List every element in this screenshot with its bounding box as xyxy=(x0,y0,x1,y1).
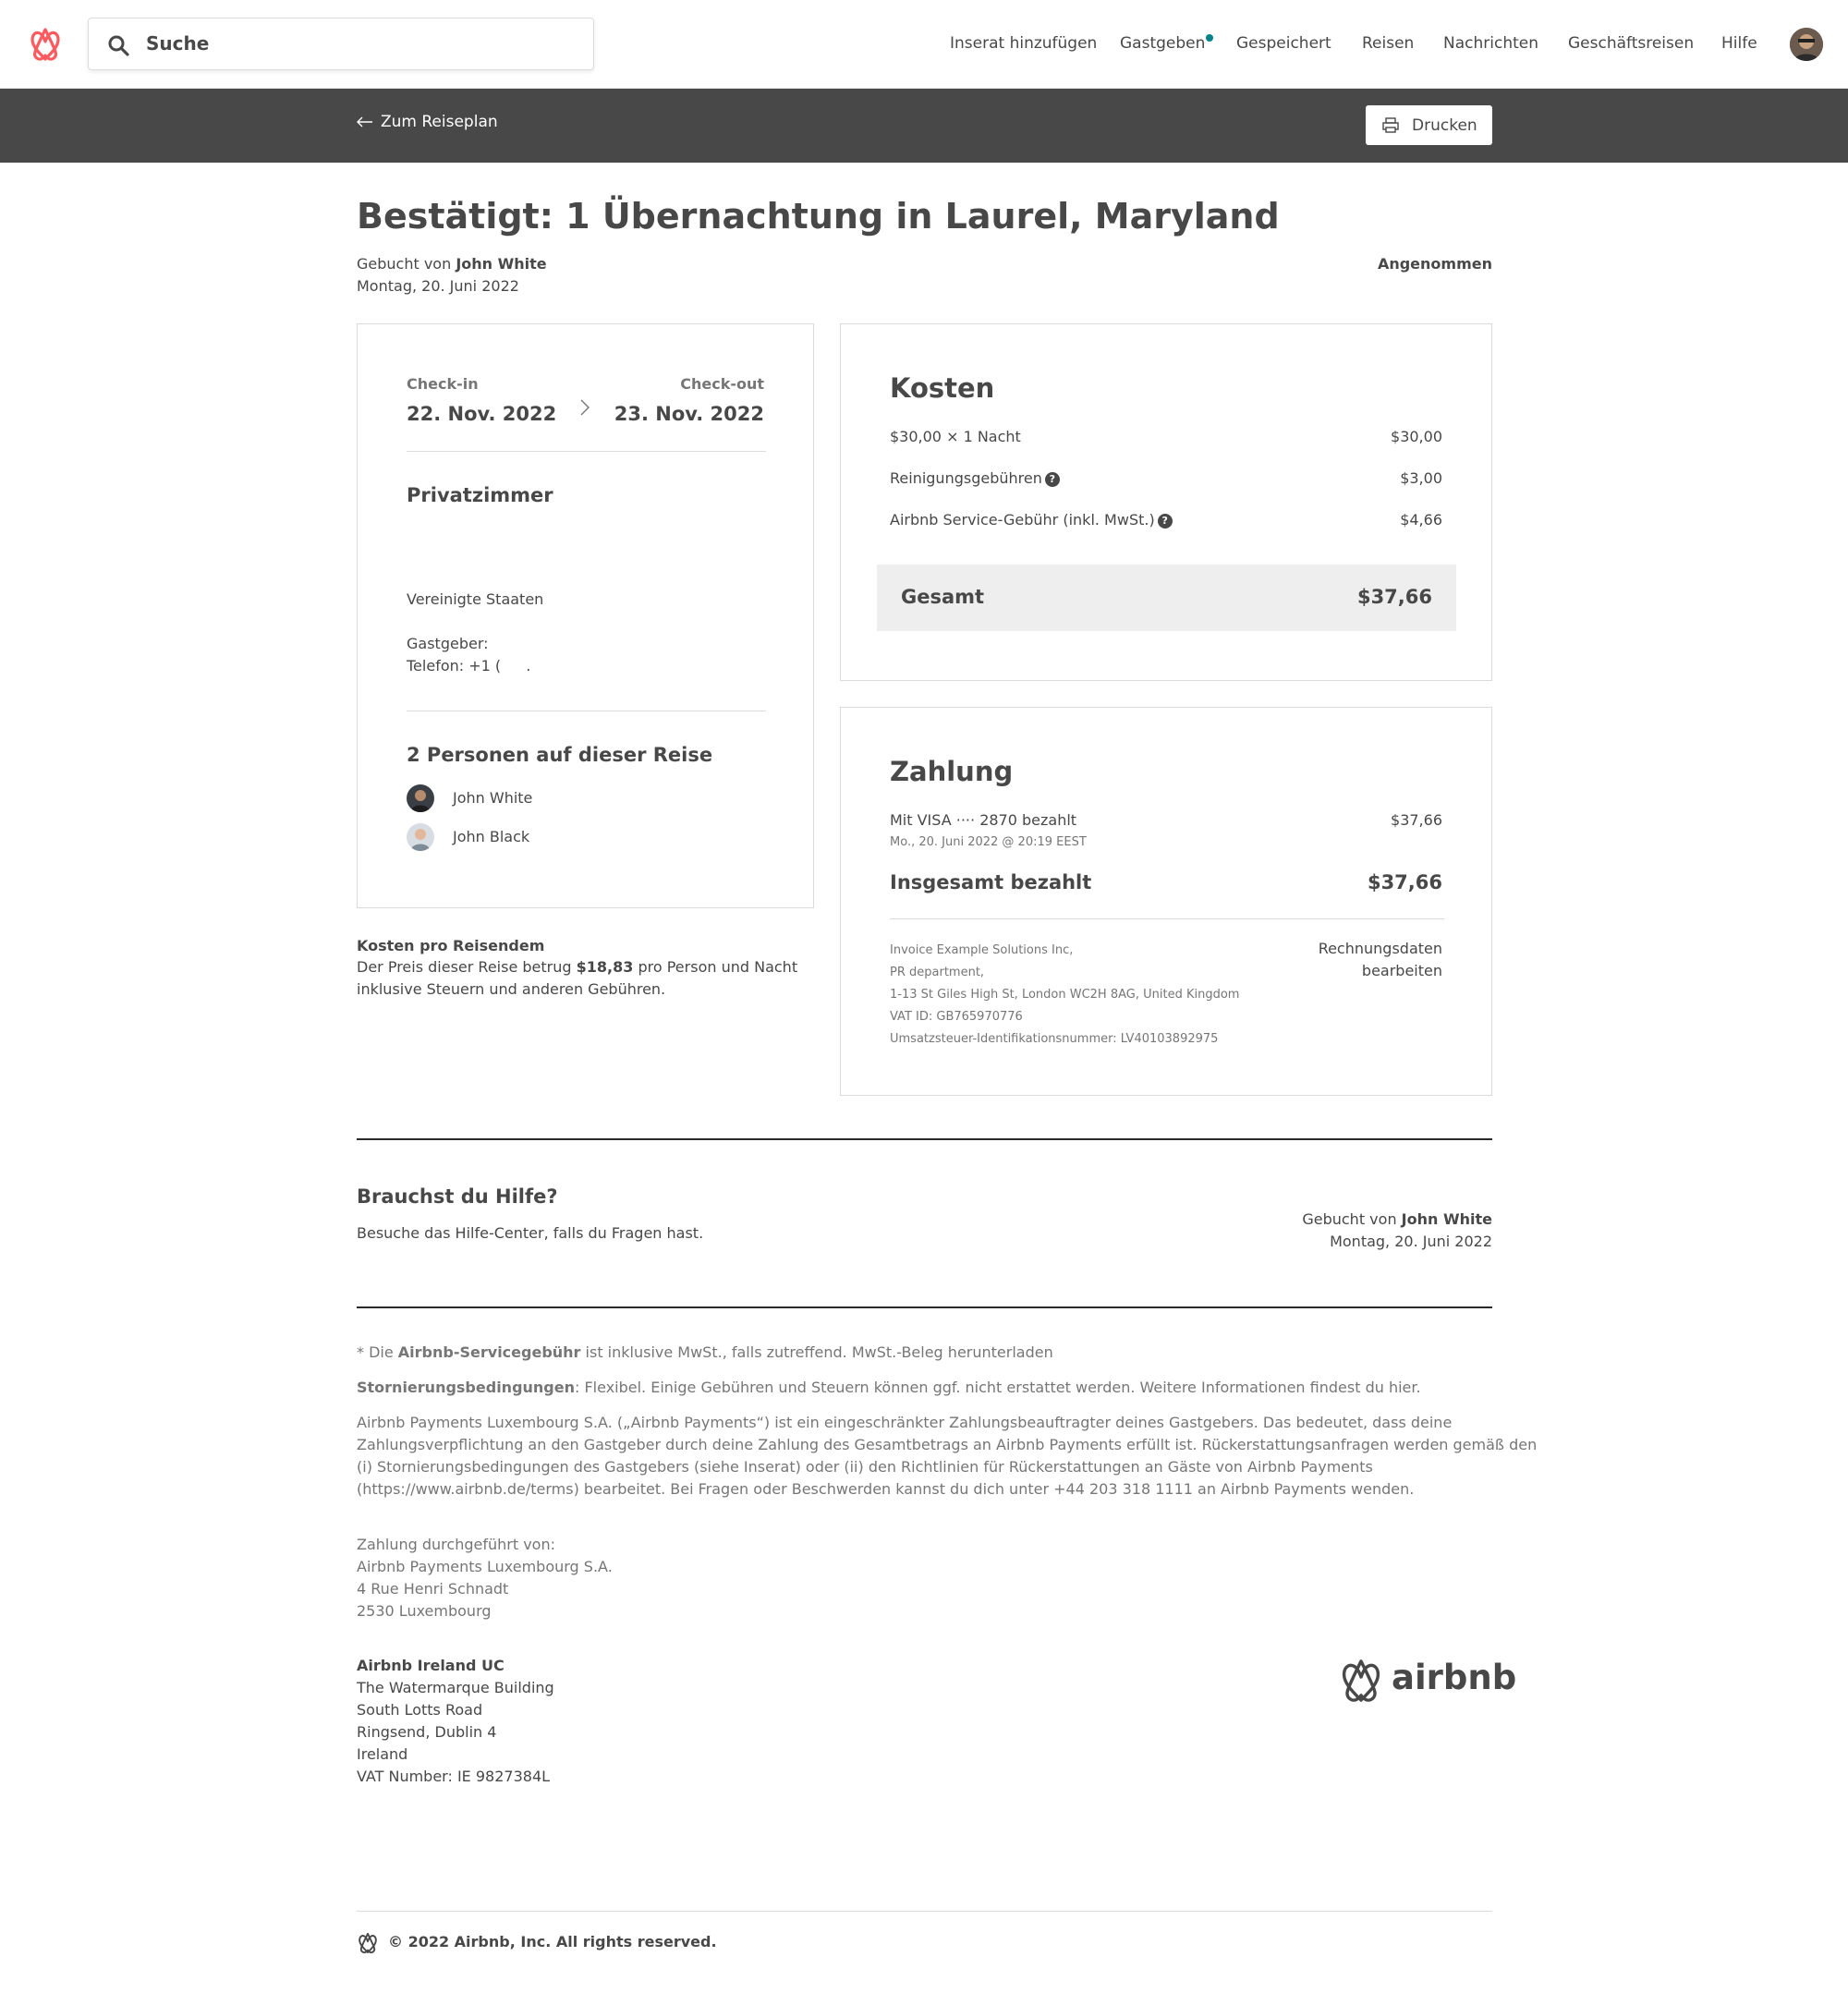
room-type: Privatzimmer xyxy=(407,484,553,506)
ireland-line: Ireland xyxy=(357,1745,408,1763)
search-input[interactable] xyxy=(88,18,594,70)
airbnb-wordmark xyxy=(1338,1654,1517,1706)
ireland-line: VAT Number: IE 9827384L xyxy=(357,1768,551,1785)
costs-title: Kosten xyxy=(890,372,995,404)
per-person-text-before: Der Preis dieser Reise betrug xyxy=(357,958,572,976)
payment-card xyxy=(840,707,1492,1096)
paid-total-label: Insgesamt bezahlt xyxy=(890,871,1092,893)
guest-name: John Black xyxy=(453,828,530,845)
checkin-label: Check-in xyxy=(407,375,479,393)
processor-line: Airbnb Payments Luxembourg S.A. xyxy=(357,1558,613,1575)
disclaimer-line: Airbnb Payments Luxembourg S.A. („Airbnb Payments“) ist ein eingeschränkter Zahlungsbeauftragter deines Gastgebers. Das bedeutet, dass deine xyxy=(357,1414,1453,1431)
edit-invoice-link[interactable] xyxy=(1319,938,1442,982)
ireland-line: The Watermarque Building xyxy=(357,1679,554,1696)
printer-icon xyxy=(1382,117,1399,133)
payment-method-value: $37,66 xyxy=(1391,811,1442,829)
cost-row-value: $3,00 xyxy=(1400,469,1442,487)
processor-line: 2530 Luxembourg xyxy=(357,1602,492,1620)
ireland-title: Airbnb Ireland UC xyxy=(357,1657,505,1674)
print-button-label: Drucken xyxy=(1412,116,1477,135)
cost-row-service xyxy=(890,511,1173,529)
help-title: Brauchst du Hilfe? xyxy=(357,1185,558,1208)
help-booking-date: Montag, 20. Juni 2022 xyxy=(1330,1233,1492,1250)
cost-row-label: Airbnb Service-Gebühr (inkl. MwSt.) xyxy=(890,511,1155,529)
disclaimer-line: (https://www.airbnb.de/terms) bearbeitet. Bei Fragen oder Beschwerden kannst du dich unter +44 203 318 1111 an Airbnb Payments wenden. xyxy=(357,1480,1415,1498)
nav-business-travel[interactable]: Geschäftsreisen xyxy=(1568,34,1695,53)
user-avatar[interactable] xyxy=(1790,28,1823,61)
section-divider xyxy=(357,1138,1492,1140)
fee-note-bold: Airbnb-Servicegebühr xyxy=(397,1343,581,1361)
invoice-details xyxy=(890,940,1239,1051)
listing-country: Vereinigte Staaten xyxy=(407,590,544,608)
disclaimer-line: (i) Stornierungsbedingungen des Gastgebers (siehe Inserat) oder (ii) den Richtlinien für Rückerstattungen an Gäste von Airbnb Payments xyxy=(357,1458,1373,1476)
ireland-line: South Lotts Road xyxy=(357,1701,483,1719)
invoice-line: VAT ID: GB765970776 xyxy=(890,1010,1023,1024)
nav-host[interactable]: Gastgeben xyxy=(1120,34,1206,53)
help-booked-by xyxy=(1302,1210,1492,1228)
host-phone xyxy=(407,657,530,674)
payment-timestamp: Mo., 20. Juni 2022 @ 20:19 EEST xyxy=(890,835,1087,849)
host-phone-prefix: Telefon: +1 ( xyxy=(407,657,502,674)
page-title: Bestätigt: 1 Übernachtung in Laurel, Maryland xyxy=(357,196,1280,237)
back-link-label: Zum Reiseplan xyxy=(381,113,498,131)
invoice-line: Invoice Example Solutions Inc, xyxy=(890,943,1074,957)
per-person-text-after: pro Person und Nacht xyxy=(638,958,798,976)
ireland-line: Ringsend, Dublin 4 xyxy=(357,1723,497,1741)
divider xyxy=(407,451,766,452)
print-button[interactable] xyxy=(1366,105,1492,145)
cost-row-cleaning xyxy=(890,469,1060,487)
edit-invoice-line: bearbeiten xyxy=(1361,962,1442,979)
invoice-line: 1-13 St Giles High St, London WC2H 8AG, United Kingdom xyxy=(890,988,1240,1002)
airbnb-logo-icon[interactable] xyxy=(28,26,63,63)
total-label: Gesamt xyxy=(901,586,985,608)
disclaimer-line: Zahlungsverpflichtung an den Gastgeber durch deine Zahlung des Gesamtbetrags an Airbnb Payments erfüllt ist. Rückerstattungsanfragen werden gemäß den xyxy=(357,1436,1538,1453)
processor-line: 4 Rue Henri Schnadt xyxy=(357,1580,509,1598)
cost-row-label: Reinigungsgebühren xyxy=(890,469,1042,487)
fee-note-star: * Die xyxy=(357,1343,394,1361)
footer-divider xyxy=(357,1911,1492,1912)
help-icon[interactable]: ? xyxy=(1045,472,1060,487)
total-row xyxy=(877,565,1456,631)
top-navigation xyxy=(0,0,1848,89)
guest-name: John White xyxy=(453,789,533,807)
section-divider xyxy=(357,1306,1492,1308)
chevron-right-icon xyxy=(579,398,590,417)
cost-row-label: $30,00 × 1 Nacht xyxy=(890,428,1021,445)
nav-messages[interactable]: Nachrichten xyxy=(1443,34,1538,53)
checkout-date: 23. Nov. 2022 xyxy=(614,403,764,425)
arrow-left-icon xyxy=(357,116,373,128)
stay-details-card xyxy=(357,323,814,908)
airbnb-logo-icon xyxy=(357,1931,379,1955)
search-icon xyxy=(107,34,129,56)
processor-line: Zahlung durchgeführt von: xyxy=(357,1536,555,1553)
per-person-text xyxy=(357,958,797,976)
guest-avatar xyxy=(407,784,434,812)
cancellation-text[interactable]: : Flexibel. Einige Gebühren und Steuern können ggf. nicht erstattet werden. Weitere Informationen findest du hier. xyxy=(575,1379,1421,1396)
divider xyxy=(890,918,1444,919)
back-to-itinerary-link[interactable] xyxy=(357,113,498,131)
booked-by-prefix: Gebucht von xyxy=(357,255,452,273)
edit-invoice-line: Rechnungsdaten xyxy=(1318,940,1442,957)
search-placeholder: Suche xyxy=(146,32,210,55)
per-person-title: Kosten pro Reisendem xyxy=(357,937,545,954)
booked-by xyxy=(357,255,547,273)
cancellation-note xyxy=(357,1377,1421,1399)
guest-avatar xyxy=(407,823,434,851)
copyright: © 2022 Airbnb, Inc. All rights reserved. xyxy=(388,1933,717,1950)
fee-note-rest[interactable]: ist inklusive MwSt., falls zutreffend. MwSt.-Beleg herunterladen xyxy=(585,1343,1053,1361)
nav-add-listing[interactable]: Inserat hinzufügen xyxy=(950,34,1098,53)
invoice-line: Umsatzsteuer-Identifikationsnummer: LV40103892975 xyxy=(890,1032,1219,1046)
cost-row-value: $4,66 xyxy=(1400,511,1442,529)
guests-title: 2 Personen auf dieser Reise xyxy=(407,744,713,766)
payment-title: Zahlung xyxy=(890,756,1014,787)
host-label: Gastgeber: xyxy=(407,635,489,652)
checkout-label: Check-out xyxy=(680,375,764,393)
action-bar xyxy=(0,89,1848,163)
booked-by-name: John White xyxy=(1401,1210,1492,1228)
airbnb-logo-icon xyxy=(1338,1656,1384,1706)
status-badge: Angenommen xyxy=(1377,255,1492,273)
costs-card xyxy=(840,323,1492,681)
nav-help[interactable]: Hilfe xyxy=(1721,34,1757,53)
help-icon[interactable]: ? xyxy=(1158,514,1173,529)
payment-processor xyxy=(357,1534,613,1622)
nav-saved[interactable]: Gespeichert xyxy=(1236,34,1331,53)
fee-note xyxy=(357,1342,1053,1364)
invoice-line: PR department, xyxy=(890,966,985,979)
total-value: $37,66 xyxy=(1356,586,1432,608)
host-phone-tail: . xyxy=(526,657,531,674)
airbnb-wordmark-text: airbnb xyxy=(1392,1658,1517,1697)
airbnb-ireland-address xyxy=(357,1655,554,1788)
payment-method: Mit VISA ···· 2870 bezahlt xyxy=(890,811,1077,829)
per-person-text-line2: inklusive Steuern und anderen Gebühren. xyxy=(357,980,666,998)
help-text[interactable]: Besuche das Hilfe-Center, falls du Fragen hast. xyxy=(357,1224,704,1242)
cost-row-value: $30,00 xyxy=(1391,428,1442,445)
paid-total-value: $37,66 xyxy=(1367,871,1442,893)
booked-by-name: John White xyxy=(456,255,547,273)
nav-trips[interactable]: Reisen xyxy=(1362,34,1415,53)
per-person-amount: $18,83 xyxy=(576,958,634,976)
payments-disclaimer xyxy=(357,1412,1537,1501)
booked-by-prefix: Gebucht von xyxy=(1302,1210,1397,1228)
notification-dot xyxy=(1206,34,1213,42)
booking-date: Montag, 20. Juni 2022 xyxy=(357,277,519,295)
checkin-date: 22. Nov. 2022 xyxy=(407,403,557,425)
cancellation-title: Stornierungsbedingungen xyxy=(357,1379,575,1396)
